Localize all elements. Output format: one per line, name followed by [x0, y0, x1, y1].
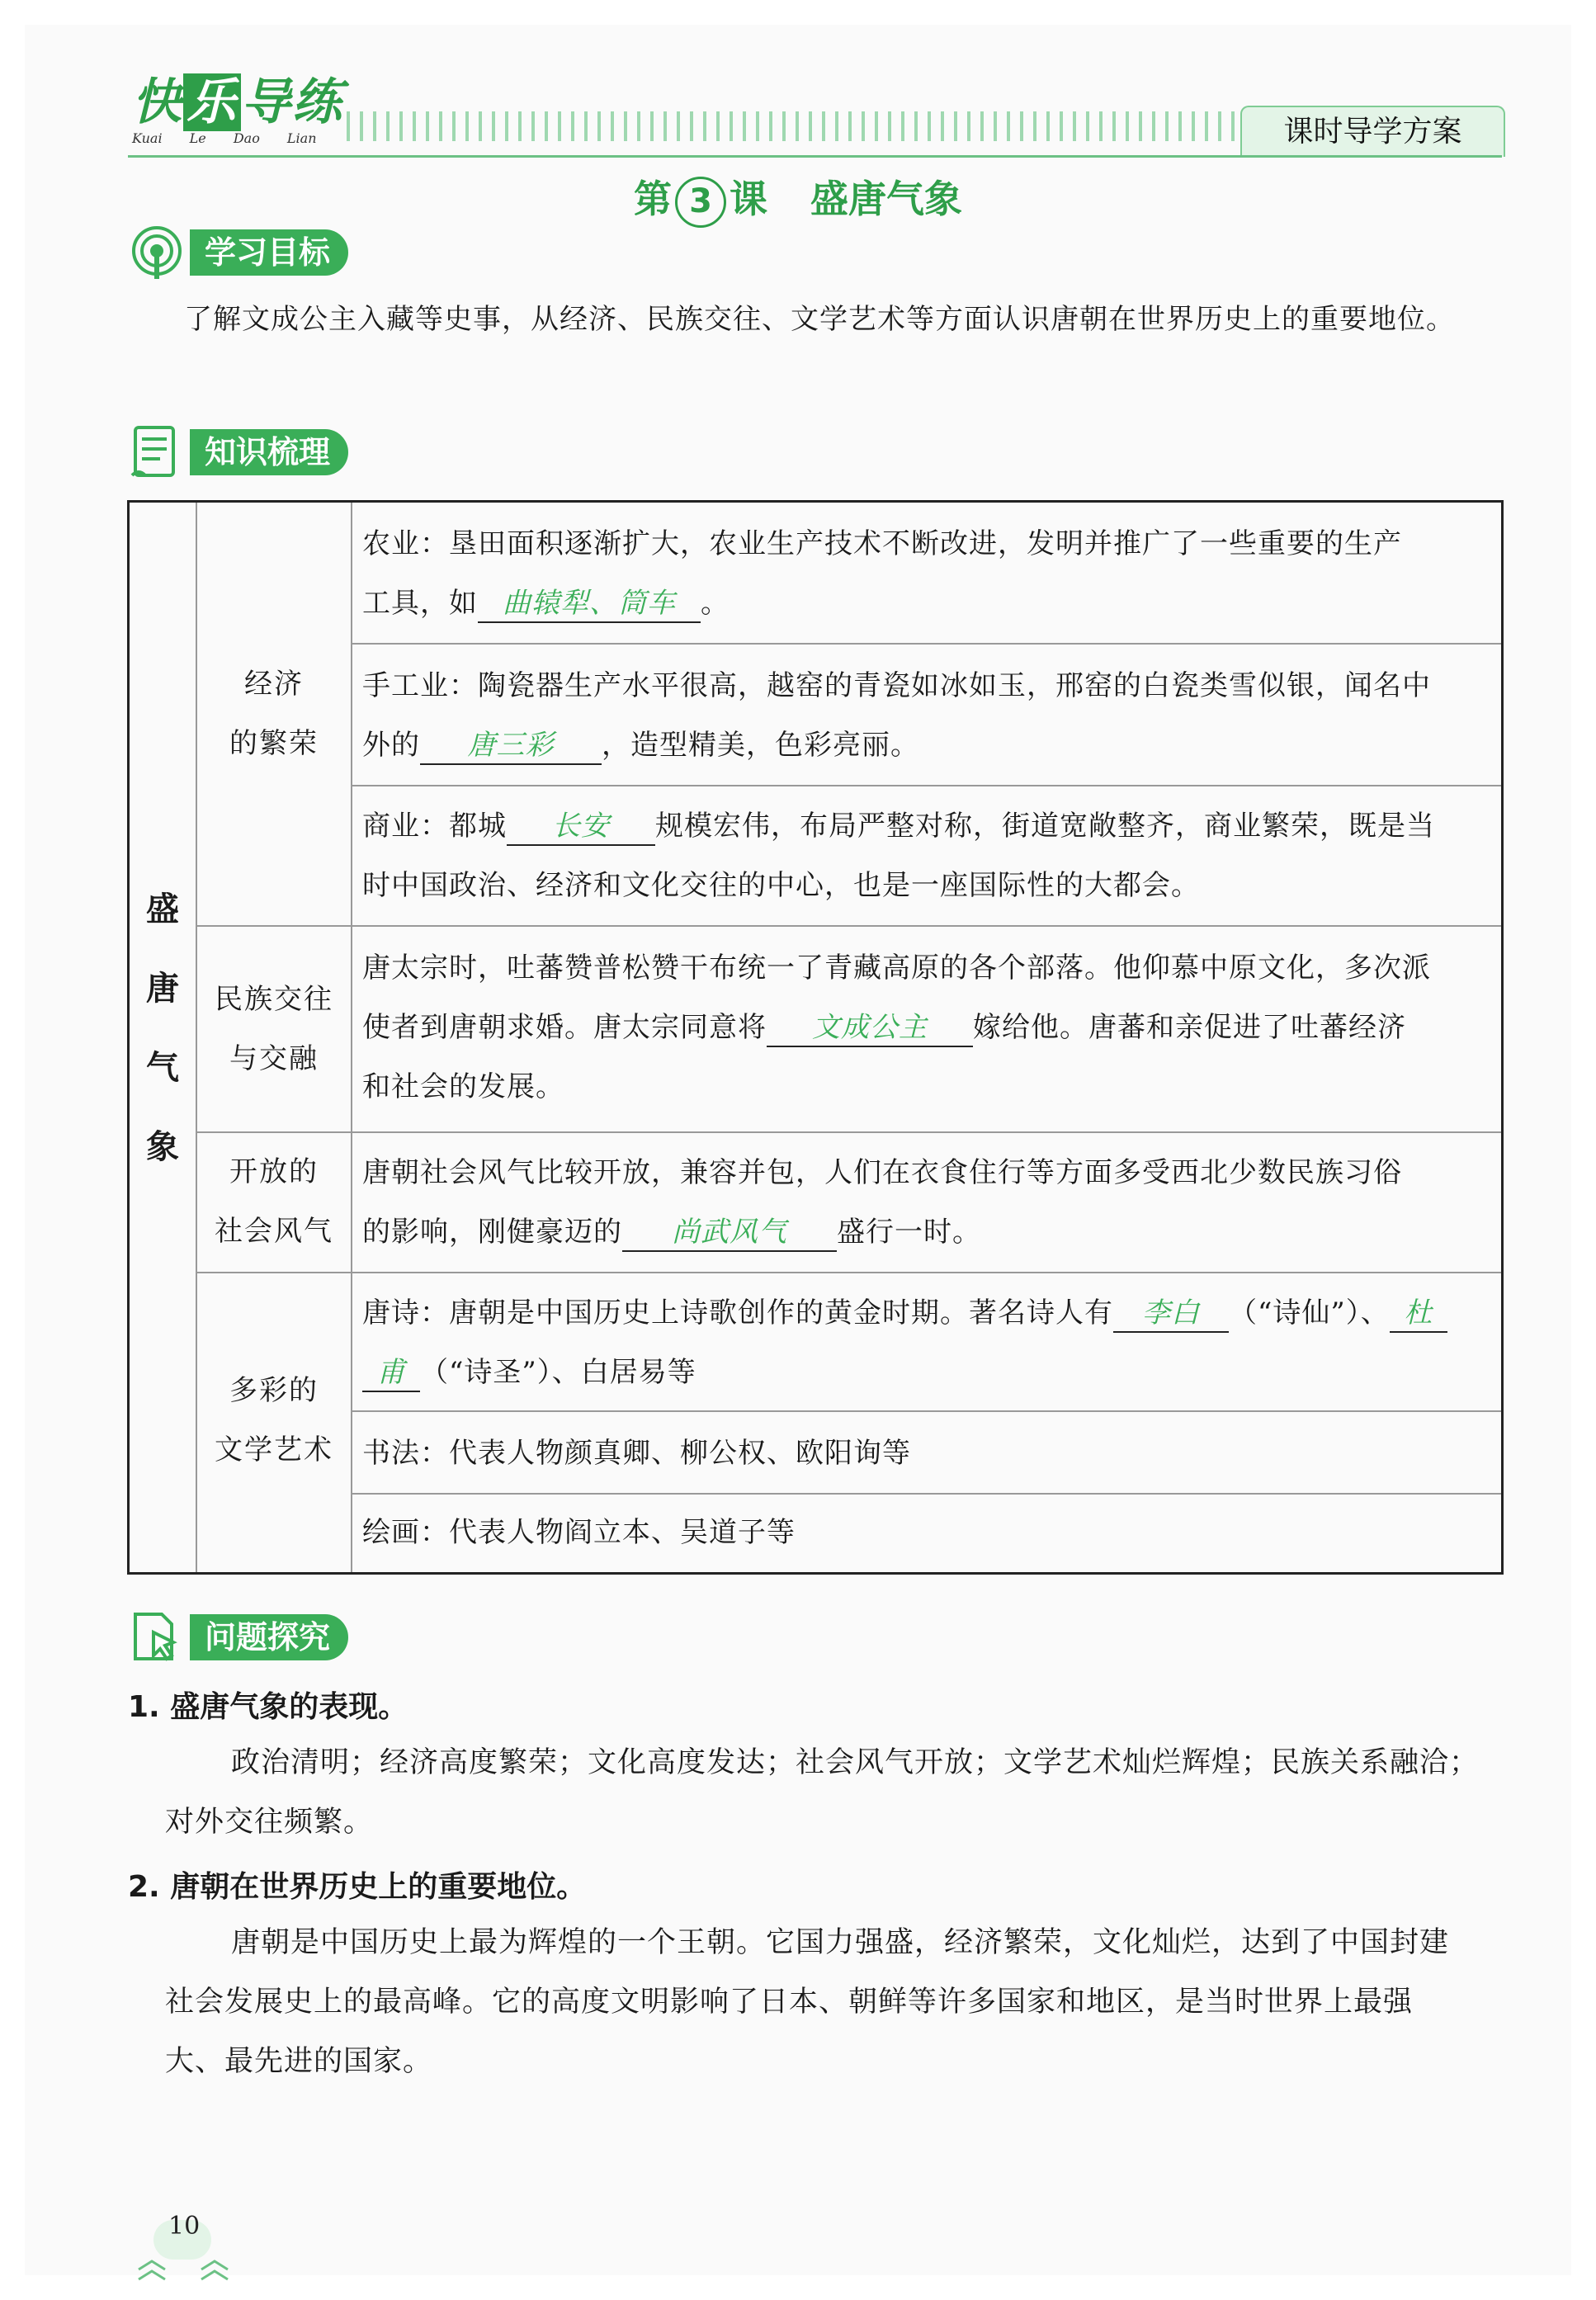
category-line: 与交融	[229, 1042, 319, 1075]
header-tag: 课时导学方案	[1240, 106, 1505, 157]
table-divider	[351, 643, 1501, 645]
cell-handicraft	[362, 656, 1501, 775]
category-social	[197, 1142, 351, 1261]
answer-1	[165, 1733, 1510, 1852]
logo-pinyin: Kuai Le Dao Lian	[132, 130, 317, 146]
section-inquiry	[127, 1608, 348, 1667]
logo-char-1: 快	[132, 73, 183, 131]
answer-blank: 唐三彩	[420, 727, 602, 765]
cell-ethnic	[362, 938, 1501, 1117]
answer-line: 社会发展史上的最高峰。它的高度文明影响了日本、朝鲜等许多国家和地区，是当时世界上最强	[165, 1986, 1414, 2019]
logo-char-3: 导练	[241, 73, 343, 131]
cell-line	[362, 1343, 1501, 1402]
answer-line: 大、最先进的国家。	[165, 2045, 433, 2078]
cell-line: 时中国政治、经济和文化交往的中心，也是一座国际性的大都会。	[362, 869, 1200, 902]
table-divider	[351, 1493, 1501, 1495]
scroll-list-icon	[127, 423, 187, 482]
text: 外的	[362, 729, 420, 762]
brand-logo	[132, 73, 343, 146]
cell-line	[362, 796, 1501, 856]
lesson-title	[0, 169, 1596, 228]
category-line: 民族交往	[215, 983, 333, 1016]
page-number: 10	[168, 2212, 201, 2241]
topic-char: 盛	[146, 890, 179, 928]
answer-blank: 长安	[507, 808, 655, 846]
cell-line	[362, 1283, 1501, 1343]
answer-line: 唐朝是中国历史上最为辉煌的一个王朝。它国力强盛，经济繁荣，文化灿烂，达到了中国封建	[231, 1926, 1450, 1959]
cell-line: 唐太宗时，吐蕃赞普松赞干布统一了青藏高原的各个部落。他仰慕中原文化，多次派	[362, 952, 1431, 985]
topic-char: 象	[146, 1128, 179, 1166]
section-knowledge	[127, 423, 348, 482]
category-line: 社会风气	[215, 1215, 333, 1248]
cell-line	[362, 716, 1501, 775]
answer-2	[165, 1913, 1510, 2091]
logo-text	[132, 73, 343, 131]
table-divider	[196, 925, 1501, 927]
cell-poetry	[362, 1283, 1501, 1402]
text: 嫁给他。唐蕃和亲促进了吐蕃经济	[973, 1011, 1406, 1044]
text: 唐诗：唐朝是中国历史上诗歌创作的黄金时期。著名诗人有	[362, 1296, 1113, 1329]
cell-line: 农业：垦田面积逐渐扩大，农业生产技术不断改进，发明并推广了一些重要的生产	[362, 527, 1402, 560]
cell-line	[362, 574, 1501, 633]
answer-blank: 文成公主	[767, 1009, 973, 1047]
text: 商业：都城	[362, 810, 507, 843]
question-1: 1. 盛唐气象的表现。	[128, 1690, 408, 1724]
text: （“诗仙”）、	[1229, 1296, 1390, 1329]
text: 盛行一时。	[837, 1216, 981, 1249]
answer-blank: 曲辕犁、筒车	[478, 585, 701, 623]
answer-line: 政治清明；经济高度繁荣；文化高度发达；社会风气开放；文学艺术灿烂辉煌；民族关系融洽；	[231, 1746, 1480, 1779]
text: （“诗圣”）、白居易等	[420, 1356, 696, 1389]
section-label: 知识梳理	[190, 429, 348, 475]
table-divider	[196, 1131, 1501, 1133]
section-objectives	[127, 223, 348, 282]
topic-char: 气	[146, 1049, 179, 1087]
question-2: 2. 唐朝在世界历史上的重要地位。	[128, 1870, 587, 1904]
knowledge-table	[127, 500, 1504, 1575]
table-divider	[196, 1272, 1501, 1273]
answer-line: 对外交往频繁。	[165, 1806, 374, 1839]
objectives-text: 了解文成公主入藏等史事，从经济、民族交往、文学艺术等方面认识唐朝在世界历史上的重要地位。	[184, 303, 1455, 336]
text: 工具，如	[362, 587, 478, 620]
answer-blank: 尚武风气	[622, 1214, 837, 1252]
category-economy	[197, 654, 351, 773]
cell-calligraphy: 书法：代表人物颜真卿、柳公权、欧阳询等	[362, 1437, 911, 1470]
category-line: 的繁荣	[229, 727, 319, 760]
table-divider	[351, 785, 1501, 786]
category-line: 多彩的	[229, 1374, 319, 1407]
cell-line	[362, 1202, 1501, 1262]
section-label: 学习目标	[190, 229, 348, 276]
table-divider	[351, 1410, 1501, 1412]
cell-social	[362, 1143, 1501, 1262]
lesson-name: 盛唐气象	[810, 177, 962, 221]
lesson-number: 3	[675, 177, 726, 228]
text: 的影响，刚健豪迈的	[362, 1216, 622, 1249]
cell-agriculture	[362, 514, 1501, 633]
cell-painting: 绘画：代表人物阎立本、吴道子等	[362, 1516, 796, 1549]
answer-blank: 杜	[1390, 1295, 1447, 1333]
cell-commerce	[362, 796, 1501, 915]
text: 使者到唐朝求婚。唐太宗同意将	[362, 1011, 767, 1044]
lesson-prefix: 第	[634, 177, 672, 221]
topic-char: 唐	[146, 970, 179, 1008]
category-line: 开放的	[229, 1155, 319, 1188]
text: 规模宏伟，布局严整对称，街道宽敞整齐，商业繁荣，既是当	[655, 810, 1435, 843]
category-line: 经济	[244, 668, 304, 701]
cell-line: 手工业：陶瓷器生产水平很高，越窑的青瓷如冰如玉，邢窑的白瓷类雪似银，闻名中	[362, 669, 1431, 702]
logo-char-2: 乐	[183, 73, 241, 131]
category-arts	[197, 1361, 351, 1480]
text: ，造型精美，色彩亮丽。	[602, 729, 919, 762]
category-line: 文学艺术	[215, 1433, 333, 1466]
target-icon	[127, 223, 187, 282]
answer-blank: 甫	[362, 1354, 420, 1392]
text: 。	[701, 587, 730, 620]
main-topic	[130, 870, 196, 1187]
category-ethnic	[197, 970, 351, 1089]
header-line	[128, 155, 1502, 158]
document-pointer-icon	[127, 1608, 187, 1667]
header-dotted-rule	[347, 111, 1238, 141]
lesson-suffix: 课	[730, 177, 767, 221]
cell-line: 和社会的发展。	[362, 1070, 564, 1103]
cell-line	[362, 998, 1501, 1057]
section-label: 问题探究	[190, 1614, 348, 1660]
cell-line: 唐朝社会风气比较开放，兼容并包，人们在衣食住行等方面多受西北少数民族习俗	[362, 1156, 1402, 1189]
answer-blank: 李白	[1113, 1295, 1229, 1333]
